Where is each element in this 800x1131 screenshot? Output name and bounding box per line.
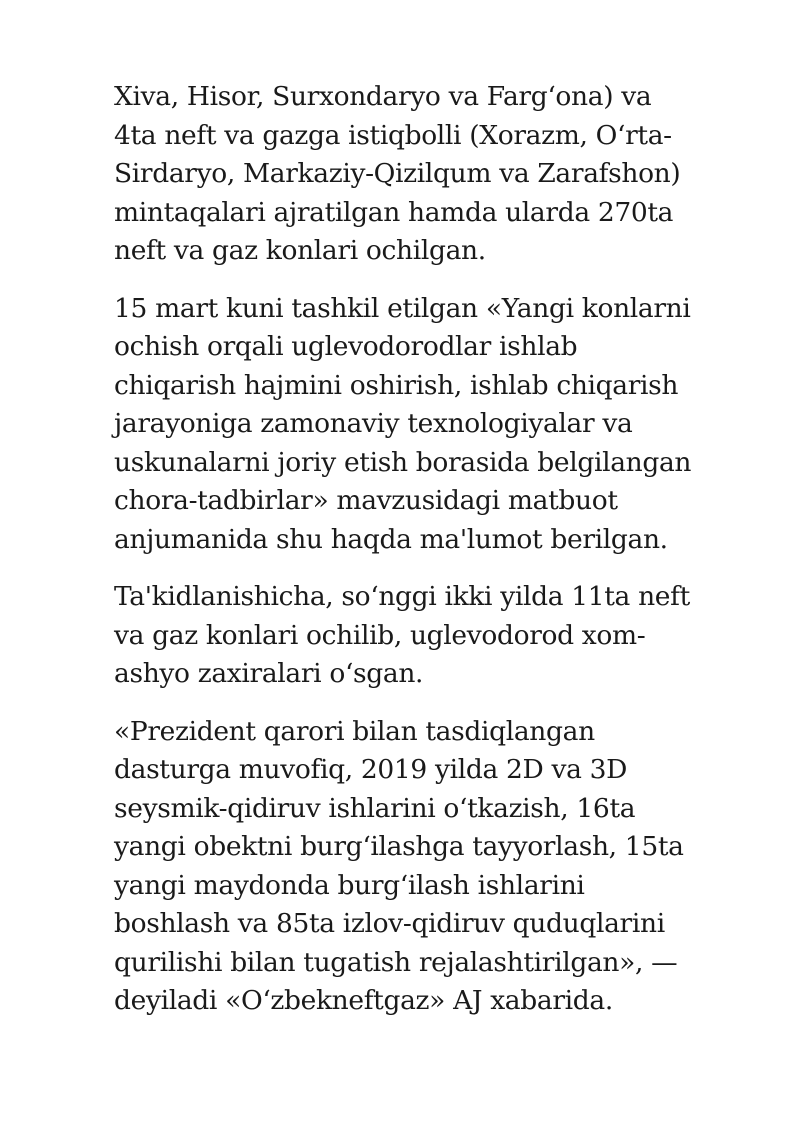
paragraph-3 <box>114 578 764 694</box>
text-line: Ta'kidlanishicha, so‘nggi ikki yilda 11ta neft <box>114 581 690 612</box>
text-line: seysmik-qidiruv ishlarini o‘tkazish, 16ta <box>114 792 636 824</box>
paragraph-1 <box>114 78 764 271</box>
text-line: boshlash va 85ta izlov-qidiruv quduqlarini <box>114 908 665 939</box>
text-line: 4ta neft va gazga istiqbolli (Xorazm, O‘rta- <box>114 119 672 151</box>
text-line: ochish orqali uglevodorodlar ishlab <box>114 331 578 362</box>
text-line: deyiladi «O‘zbekneftgaz» AJ xabarida. <box>114 985 613 1016</box>
text-line: yangi maydonda burg‘ilash ishlarini <box>114 869 585 901</box>
text-line: anjumanida shu haqda ma'lumot berilgan. <box>114 523 668 555</box>
text-line: dasturga muvofiq, 2019 yilda 2D va 3D <box>114 754 628 785</box>
text-line: yangi obektni burg‘ilashga tayyorlash, 15ta <box>114 831 684 862</box>
text-line: qurilishi bilan tugatish rejalashtirilgan», — <box>114 946 678 978</box>
paragraph-4 <box>114 713 764 1021</box>
text-line: Sirdaryo, Markaziy-Qizilqum va Zarafshon) <box>114 158 681 189</box>
text-line: chora-tadbirlar» mavzusidagi matbuot <box>114 485 618 516</box>
text-line: ashyo zaxiralari o‘sgan. <box>114 658 424 689</box>
text-line: Xiva, Hisor, Surxondaryo va Farg‘ona) va <box>114 81 652 112</box>
text-line: va gaz konlari ochilib, uglevodorod xom- <box>114 619 646 651</box>
text-line: jarayoniga zamonaviy texnologiyalar va <box>114 408 633 439</box>
text-line: mintaqalari ajratilgan hamda ularda 270ta <box>114 196 674 228</box>
article-body <box>114 78 764 1040</box>
text-line: neft va gaz konlari ochilgan. <box>114 235 486 266</box>
text-line: 15 mart kuni tashkil etilgan «Yangi konlarni <box>114 292 691 324</box>
text-line: chiqarish hajmini oshirish, ishlab chiqarish <box>114 369 679 401</box>
text-line: «Prezident qarori bilan tasdiqlangan <box>114 715 595 747</box>
paragraph-2 <box>114 290 764 560</box>
text-line: uskunalarni joriy etish borasida belgilangan <box>114 446 692 478</box>
